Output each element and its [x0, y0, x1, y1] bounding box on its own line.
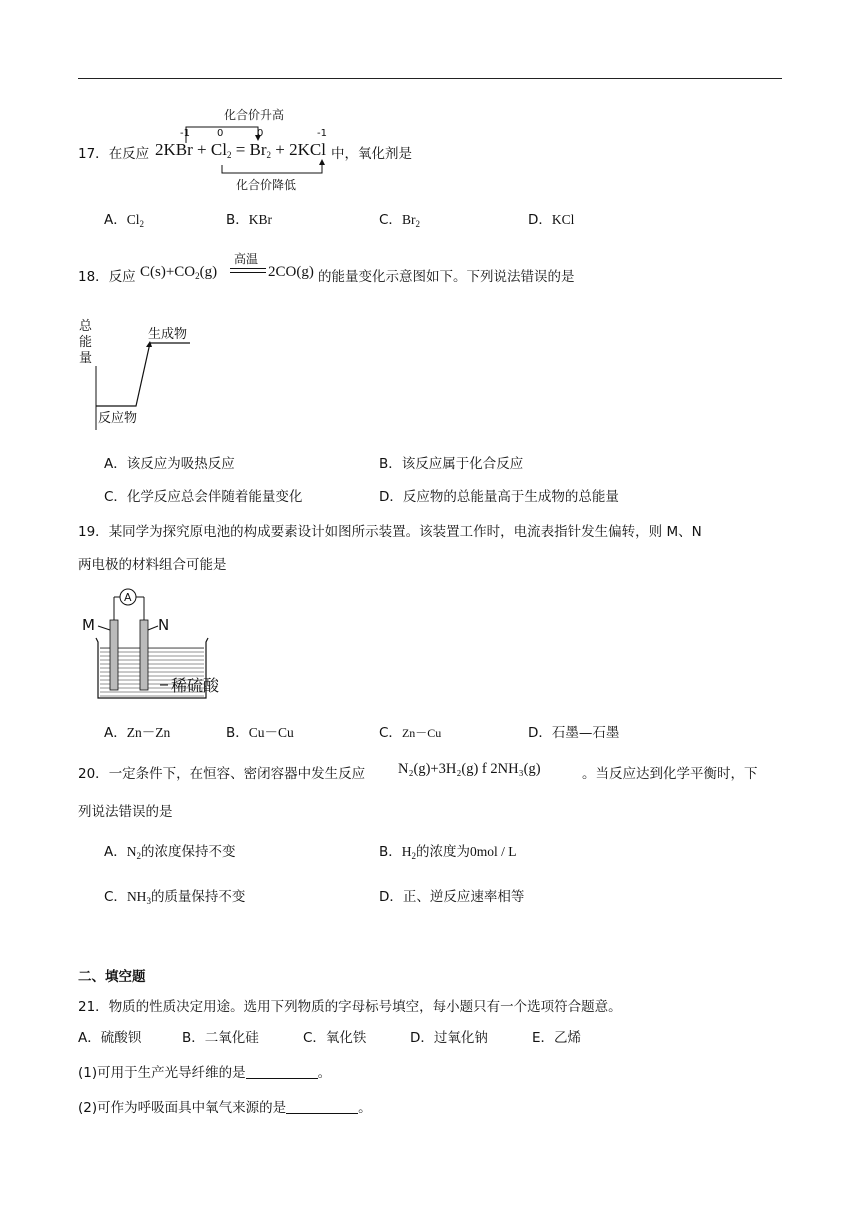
equation-double-line	[230, 268, 266, 273]
option-19-a[interactable]: A．Zn－Zn	[104, 725, 171, 741]
option-20-d[interactable]: D．正、逆反应速率相等	[379, 889, 525, 905]
q20-equation: N₂(g)+3H₂(g) f 2NH₃(g)	[398, 761, 541, 777]
energy-diagram	[76, 316, 196, 432]
svg-text:-1: -1	[180, 128, 190, 139]
reactant-label: 反应物	[98, 411, 138, 426]
option-18-c[interactable]: C．化学反应总会伴随着能量变化	[104, 489, 303, 505]
annot-down-label: 化合价降低	[236, 178, 297, 192]
electrode-n-label: N	[158, 616, 170, 634]
header-rule	[78, 78, 782, 79]
q21-sub-2: (2)可作为呼吸面具中氧气来源的是 。	[78, 1100, 372, 1116]
section-title: 二、填空题	[78, 969, 146, 985]
option-19-c[interactable]: C．Zn－Cu	[379, 725, 442, 741]
annot-up-label: 化合价升高	[224, 108, 285, 122]
q21-choice-d: D．过氧化钠	[410, 1030, 488, 1046]
q17-equation: $2KBr + Cl_2 = Br_2 + 2KCl$	[155, 140, 326, 160]
option-17-a[interactable]: A．$Cl_2$	[104, 212, 145, 229]
electrode-m-label: M	[82, 616, 95, 634]
svg-text:0: 0	[257, 128, 264, 139]
q21-choice-a: A．硫酸钡	[78, 1030, 142, 1046]
option-17-d[interactable]: D．KCl	[528, 212, 575, 228]
galvanic-cell-diagram	[80, 586, 240, 702]
answer-blank-1[interactable]	[246, 1066, 318, 1079]
option-19-d[interactable]: D．石墨—石墨	[528, 725, 620, 741]
svg-text:总: 总	[79, 319, 93, 334]
svg-text:能: 能	[79, 335, 93, 350]
option-20-a[interactable]: A．$N_2$的浓度保持不变	[104, 844, 236, 861]
answer-blank-2[interactable]	[286, 1101, 358, 1114]
option-19-b[interactable]: B．Cu－Cu	[226, 725, 294, 741]
option-20-c[interactable]: C．$NH_3$的质量保持不变	[104, 889, 246, 906]
option-18-a[interactable]: A．该反应为吸热反应	[104, 456, 235, 472]
q21-choice-e: E．乙烯	[532, 1030, 582, 1046]
q21-sub-1: (1)可用于生产光导纤维的是 。	[78, 1065, 332, 1081]
option-17-c[interactable]: C．$Br_2$	[379, 212, 420, 229]
option-18-d[interactable]: D．反应物的总能量高于生成物的总能量	[379, 489, 619, 505]
option-20-b[interactable]: B．$H_2$的浓度为0mol / L	[379, 844, 517, 861]
q21-choice-b: B．二氧化硅	[182, 1030, 259, 1046]
q18-equation: $C(s)+CO_2(g)$	[140, 264, 218, 281]
ammeter-label: A	[124, 591, 132, 604]
option-17-b[interactable]: B．KBr	[226, 212, 273, 228]
svg-text:量: 量	[79, 351, 93, 366]
svg-text:-1: -1	[317, 128, 327, 139]
svg-text:0: 0	[217, 128, 224, 139]
product-label: 生成物	[148, 327, 188, 342]
option-18-b[interactable]: B．该反应属于化合反应	[379, 456, 524, 472]
solution-label: 稀硫酸	[171, 676, 220, 695]
q21-choice-c: C．氧化铁	[303, 1030, 367, 1046]
